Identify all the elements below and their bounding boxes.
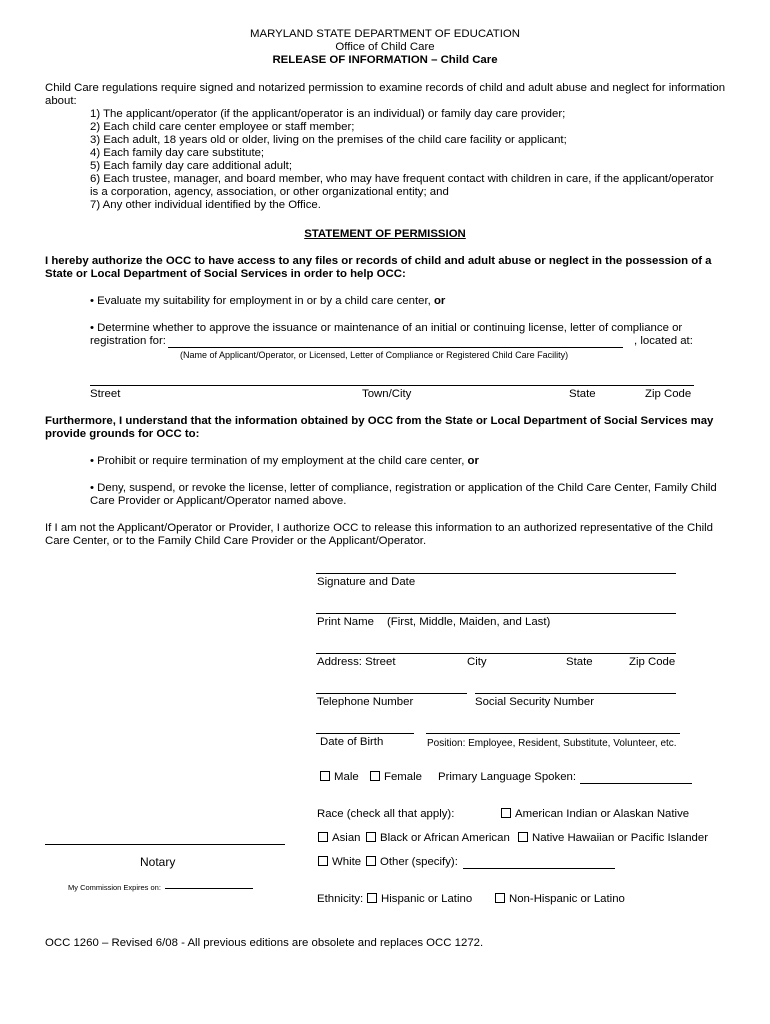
facility-name-line[interactable] <box>168 347 623 348</box>
statement-heading: STATEMENT OF PERMISSION <box>304 228 466 240</box>
male-label: Male <box>334 771 359 783</box>
hispanic-label: Hispanic or Latino <box>381 893 473 905</box>
race-american-indian-checkbox[interactable] <box>501 808 511 818</box>
grounds-bullet-1 <box>90 455 479 468</box>
race-white-option[interactable] <box>318 856 361 869</box>
print-name-hint: (First, Middle, Maiden, and Last) <box>387 616 551 628</box>
furthermore-line1: Furthermore, I understand that the information obtained by OCC from the State or Local Department of Social Services may <box>45 415 714 427</box>
race-hawaiian-option[interactable] <box>518 832 708 845</box>
race-black-label: Black or African American <box>380 832 510 844</box>
intro-item-2: 2) Each child care center employee or staff member; <box>90 121 355 133</box>
position-line[interactable] <box>426 733 680 734</box>
intro-item-6-cont: is a corporation, agency, association, or other organizational entity; and <box>90 186 449 198</box>
permission-bullet-1-text: • Evaluate my suitability for employment in or by a child care center, <box>90 295 431 307</box>
agency-title: MARYLAND STATE DEPARTMENT OF EDUCATION <box>249 28 521 40</box>
telephone-line[interactable] <box>316 693 467 694</box>
permission-bullet-1 <box>90 295 445 308</box>
facility-name-caption: (Name of Applicant/Operator, or Licensed, Letter of Compliance or Registered Child Care Facility) <box>180 350 569 360</box>
grounds-bullet-1-text: • Prohibit or require termination of my employment at the child care center, <box>90 455 465 467</box>
race-hawaiian-label: Native Hawaiian or Pacific Islander <box>532 832 708 844</box>
telephone-label: Telephone Number <box>317 696 414 708</box>
street-label: Street <box>90 388 121 400</box>
grounds-bullet-2-line1: • Deny, suspend, or revoke the license, letter of compliance, registration or application of the Child Care Center, Family Child <box>90 482 717 494</box>
intro-item-4: 4) Each family day care substitute; <box>90 147 265 159</box>
race-american-indian-label: American Indian or Alaskan Native <box>515 808 690 820</box>
race-white-checkbox[interactable] <box>318 856 328 866</box>
intro-item-7: 7) Any other individual identified by the Office. <box>90 199 321 211</box>
race-other-label: Other (specify): <box>380 856 458 868</box>
notary-signature-line[interactable] <box>45 844 285 845</box>
race-other-option[interactable] <box>366 856 458 869</box>
or-word: or <box>433 295 446 307</box>
non-hispanic-checkbox[interactable] <box>495 893 505 903</box>
address-line[interactable] <box>316 653 676 654</box>
race-asian-label: Asian <box>332 832 361 844</box>
state-label: State <box>569 388 596 400</box>
release-line1: If I am not the Applicant/Operator or Provider, I authorize OCC to release this information to an authorized representative of the Child <box>45 522 713 534</box>
race-hawaiian-checkbox[interactable] <box>518 832 528 842</box>
intro-item-6: 6) Each trustee, manager, and board member, who may have frequent contact with children in care, if the applicant/operator <box>90 173 714 185</box>
located-at-label: , located at: <box>634 335 693 347</box>
furthermore-line2: provide grounds for OCC to: <box>45 428 200 440</box>
intro-item-1: 1) The applicant/operator (if the applicant/operator is an individual) or family day care provider; <box>90 108 566 120</box>
female-option[interactable] <box>370 771 422 784</box>
race-other-checkbox[interactable] <box>366 856 376 866</box>
female-checkbox[interactable] <box>370 771 380 781</box>
ssn-label: Social Security Number <box>475 696 595 708</box>
language-label: Primary Language Spoken: <box>438 771 577 783</box>
office-title: Office of Child Care <box>335 41 435 53</box>
ethnicity-label: Ethnicity: <box>317 893 364 905</box>
notary-label: Notary <box>140 855 176 869</box>
signature-date-label: Signature and Date <box>317 576 416 588</box>
race-label: Race (check all that apply): <box>317 808 455 820</box>
intro-item-3: 3) Each adult, 18 years old or older, living on the premises of the child care facility or applicant; <box>90 134 567 146</box>
hispanic-option[interactable] <box>367 893 472 906</box>
address-state-label: State <box>566 656 593 668</box>
non-hispanic-option[interactable] <box>495 893 625 906</box>
zip-label: Zip Code <box>645 388 692 400</box>
intro-line2: about: <box>45 95 77 107</box>
race-other-line[interactable] <box>463 868 615 869</box>
male-checkbox[interactable] <box>320 771 330 781</box>
town-label: Town/City <box>362 388 412 400</box>
print-name-line[interactable] <box>316 613 676 614</box>
permission-bullet-2-line1: • Determine whether to approve the issuance or maintenance of an initial or continuing license, letter of compliance or <box>90 322 683 334</box>
print-name-label: Print Name <box>317 616 374 628</box>
commission-line[interactable] <box>165 888 253 889</box>
intro-item-5: 5) Each family day care additional adult; <box>90 160 292 172</box>
grounds-bullet-2-line2: Care Provider or Applicant/Operator named above. <box>90 495 347 507</box>
dob-label: Date of Birth <box>320 736 384 748</box>
address-city-label: City <box>467 656 487 668</box>
language-line[interactable] <box>580 783 692 784</box>
commission-label: My Commission Expires on: <box>68 883 161 892</box>
facility-address-line[interactable] <box>90 385 694 386</box>
authorize-line1: I hereby authorize the OCC to have access to any files or records of child and adult abuse or neglect in the possession of a <box>45 255 712 267</box>
address-zip-label: Zip Code <box>629 656 676 668</box>
race-black-checkbox[interactable] <box>366 832 376 842</box>
race-asian-checkbox[interactable] <box>318 832 328 842</box>
race-black-option[interactable] <box>366 832 510 845</box>
male-option[interactable] <box>320 771 359 784</box>
address-street-label: Address: Street <box>317 656 396 668</box>
position-label: Position: Employee, Resident, Substitute, Volunteer, etc. <box>427 738 677 749</box>
authorize-line2: State or Local Department of Social Services in order to help OCC: <box>45 268 406 280</box>
signature-line[interactable] <box>316 573 676 574</box>
intro-line1: Child Care regulations require signed and notarized permission to examine records of child and adult abuse and neglect for information <box>45 82 726 94</box>
race-asian-option[interactable] <box>318 832 361 845</box>
or-word: or <box>467 455 479 467</box>
non-hispanic-label: Non-Hispanic or Latino <box>509 893 625 905</box>
race-american-indian-option[interactable] <box>501 808 689 821</box>
female-label: Female <box>384 771 422 783</box>
form-title: RELEASE OF INFORMATION – Child Care <box>272 54 498 66</box>
footer-form-id: OCC 1260 – Revised 6/08 - All previous editions are obsolete and replaces OCC 1272. <box>45 937 484 949</box>
permission-bullet-2-line2: registration for: <box>90 335 166 347</box>
hispanic-checkbox[interactable] <box>367 893 377 903</box>
dob-line[interactable] <box>316 733 414 734</box>
release-line2: Care Center, or to the Family Child Care Provider or the Applicant/Operator. <box>45 535 427 547</box>
race-white-label: White <box>332 856 362 868</box>
ssn-line[interactable] <box>475 693 676 694</box>
